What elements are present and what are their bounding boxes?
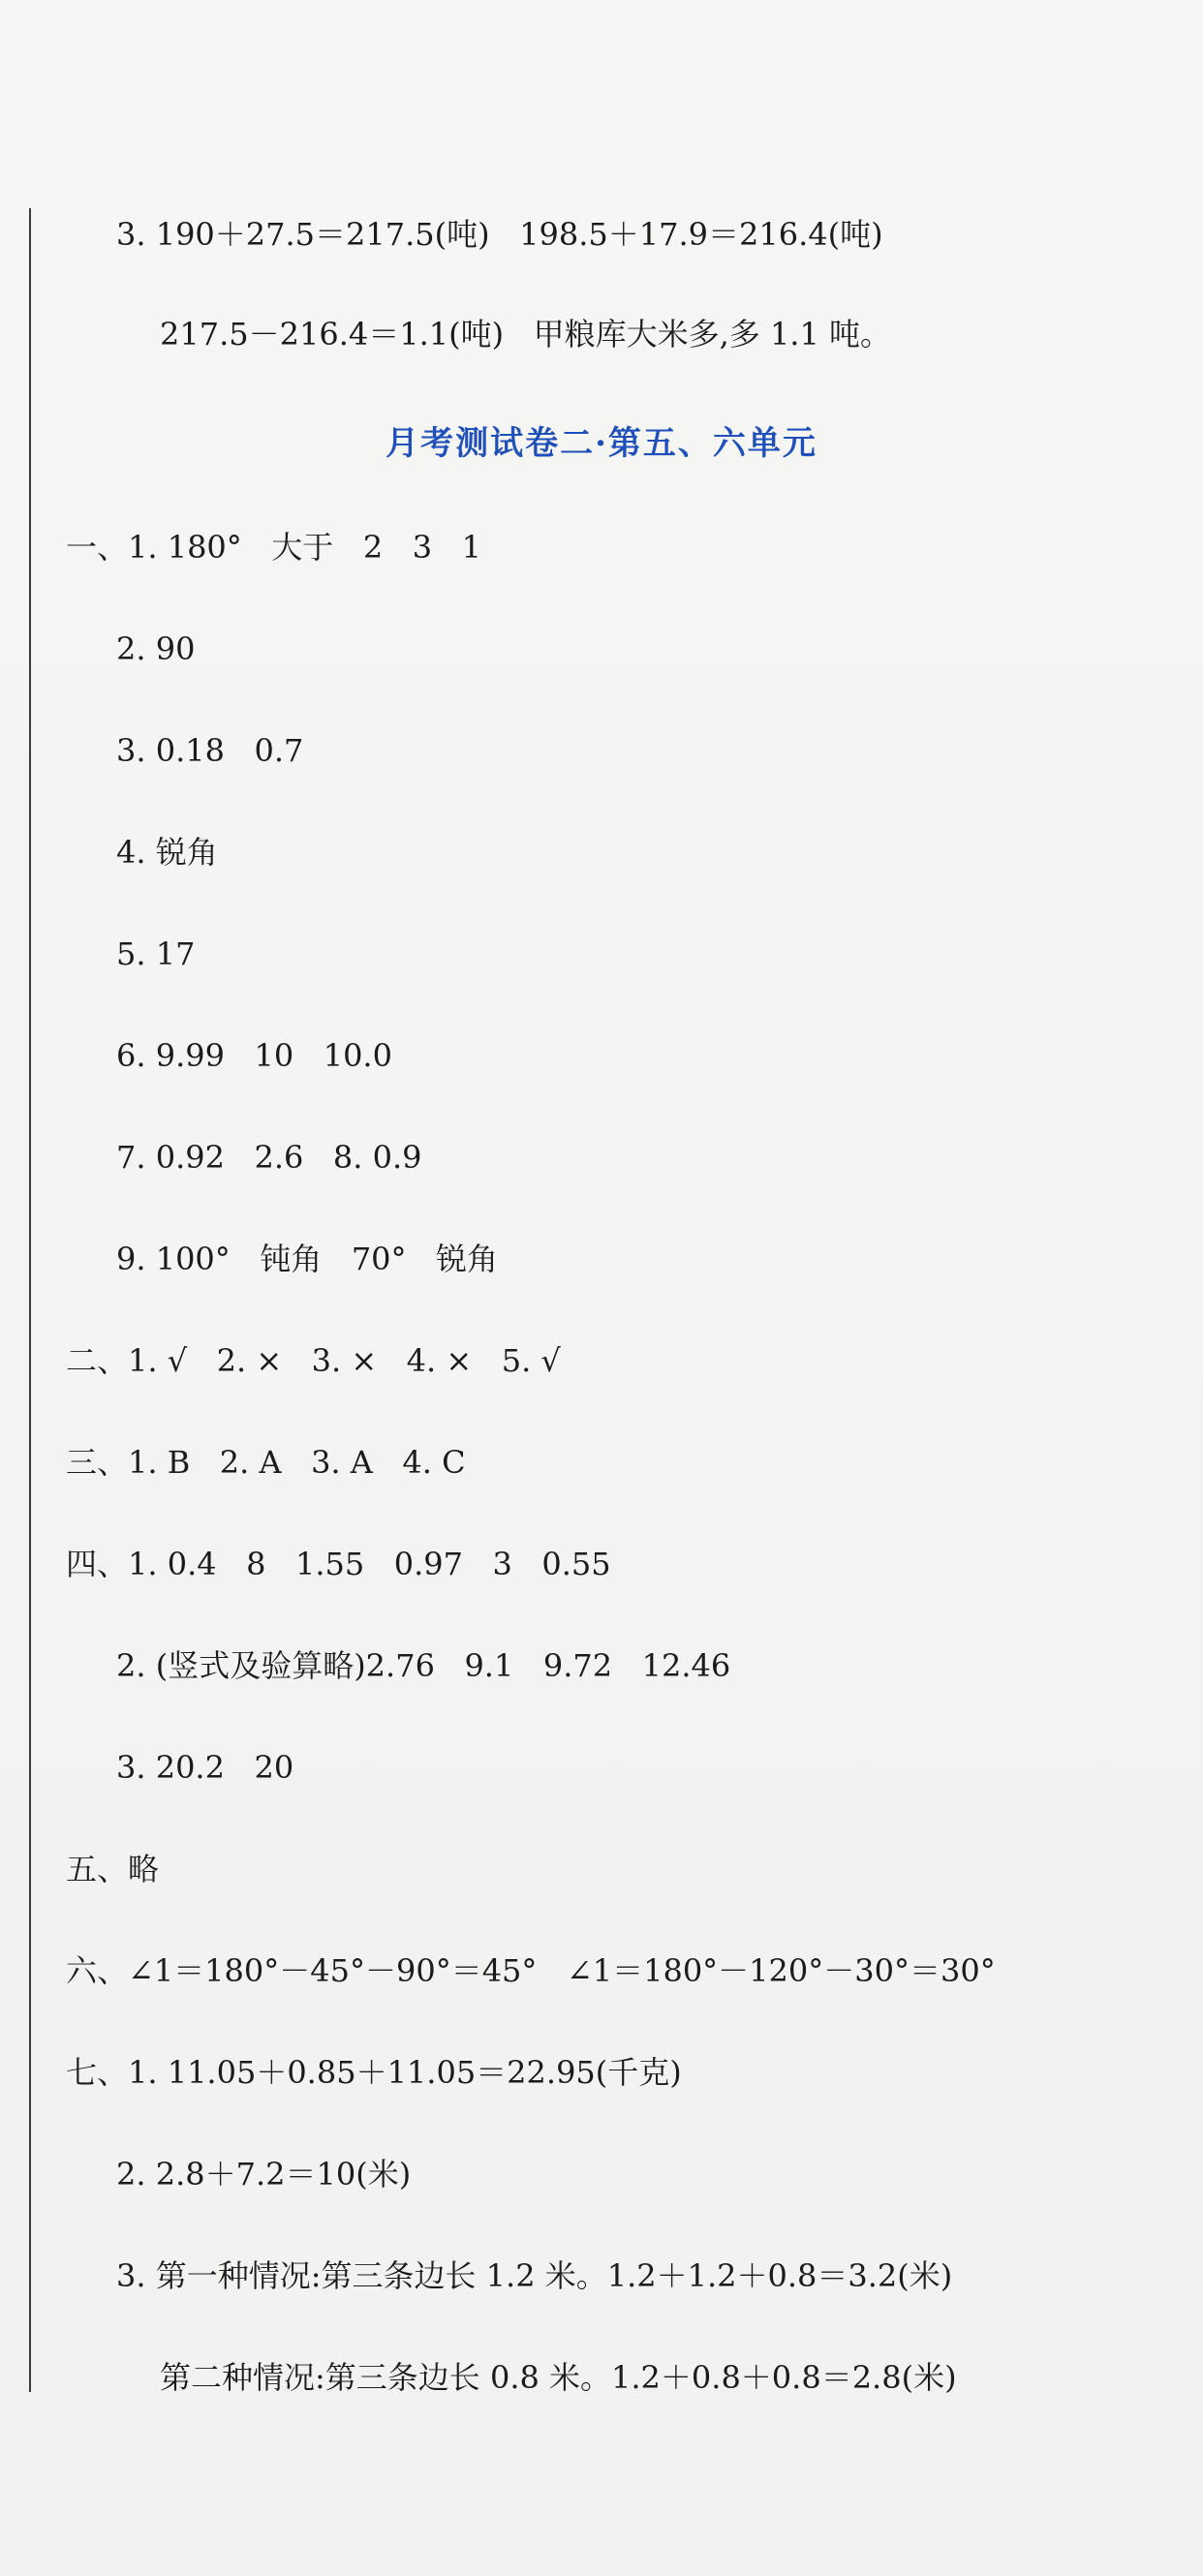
margin-rule [29,208,31,2392]
part1-q7: 7. 0.92 2.6 8. 0.9 [116,1139,422,1176]
part7-q3-line2: 第二种情况:第三条边长 0.8 米。1.2＋0.8＋0.8＝2.8(米) [160,2359,957,2396]
part1-q6: 6. 9.99 10 10.0 [116,1037,392,1074]
part1-q4: 4. 锐角 [116,834,218,871]
part7-q1: 七、1. 11.05＋0.85＋11.05＝22.95(千克) [66,2054,682,2091]
part7-q2: 2. 2.8＋7.2＝10(米) [116,2156,412,2193]
part3-answers: 三、1. B 2. A 3. A 4. C [66,1444,466,1481]
part6-answer: 六、∠1＝180°－45°－90°＝45° ∠1＝180°－120°－30°＝30° [66,1952,996,1989]
part4-q3: 3. 20.2 20 [116,1749,294,1786]
part1-q2: 2. 90 [116,630,196,667]
part4-q1: 四、1. 0.4 8 1.55 0.97 3 0.55 [66,1546,611,1582]
section-title: 月考测试卷二·第五、六单元 [386,424,817,463]
part1-q5: 5. 17 [116,935,196,972]
part4-q2: 2. (竖式及验算略)2.76 9.1 9.72 12.46 [116,1647,731,1684]
part5-answer: 五、略 [66,1851,160,1887]
prev-q3-line2: 217.5－216.4＝1.1(吨) 甲粮库大米多,多 1.1 吨。 [160,316,892,353]
part1-q9: 9. 100° 钝角 70° 锐角 [116,1241,499,1277]
part1-q1: 一、1. 180° 大于 2 3 1 [66,529,481,566]
prev-q3-line1: 3. 190＋27.5＝217.5(吨) 198.5＋17.9＝216.4(吨) [116,216,883,253]
part7-q3-line1: 3. 第一种情况:第三条边长 1.2 米。1.2＋1.2＋0.8＝3.2(米) [116,2257,953,2294]
part1-q3: 3. 0.18 0.7 [116,732,304,769]
part2-answers: 二、1. √ 2. × 3. × 4. × 5. √ [66,1342,561,1379]
